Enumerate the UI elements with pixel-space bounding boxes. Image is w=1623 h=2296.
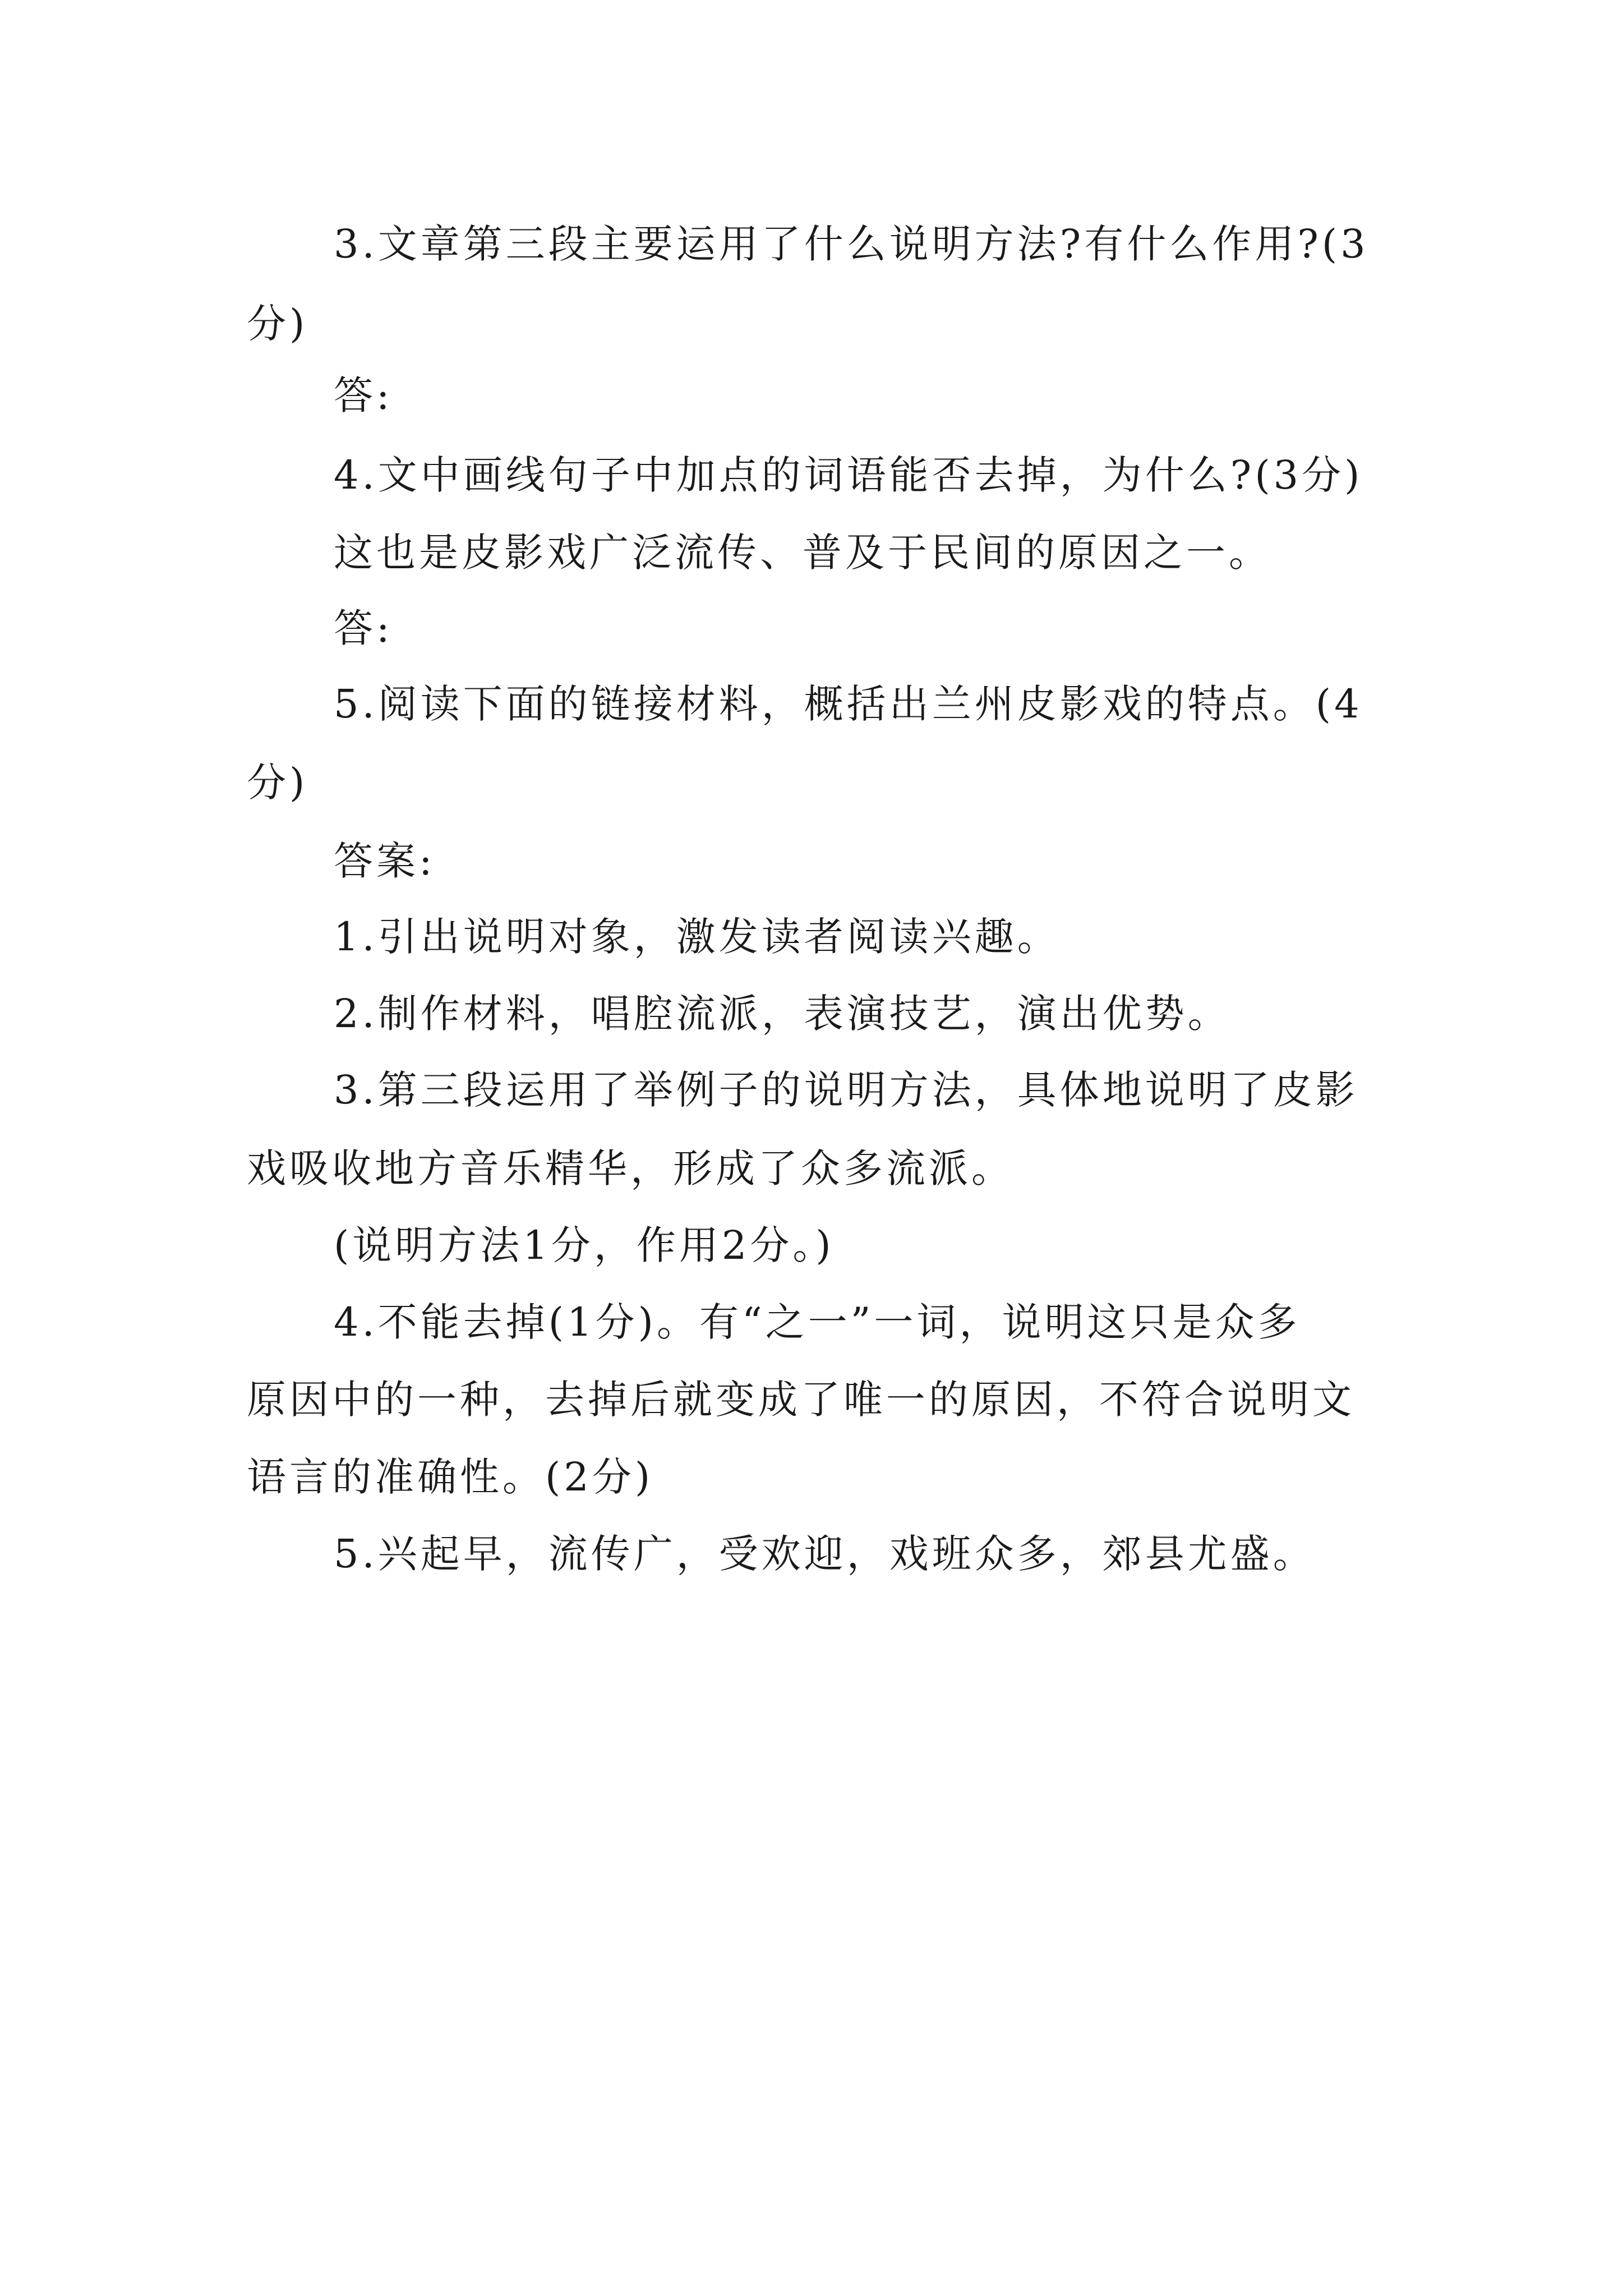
question-4-quoted-sentence: 这也是皮影戏广泛流传、普及于民间的原因之一。 [334, 530, 1271, 576]
answer-5: 5.兴起早，流传广，受欢迎，戏班众多，郊县尤盛。 [334, 1531, 1316, 1577]
question-4-line-1: 4.文中画线句子中加点的词语能否去掉，为什么?(3分) [334, 452, 1363, 498]
answer-4-line-2: 原因中的一种，去掉后就变成了唯一的原因，不符合说明文 [247, 1377, 1355, 1423]
question-3-line-1: 3.文章第三段主要运用了什么说明方法?有什么作用?(3 [334, 221, 1369, 267]
question-5-line-1: 5.阅读下面的链接材料，概括出兰州皮影戏的特点。(4 [334, 681, 1363, 727]
answer-3-line-1: 3.第三段运用了举例子的说明方法，具体地说明了皮影 [334, 1067, 1358, 1113]
answers-heading: 答案: [334, 838, 436, 884]
question-3-answer-label: 答: [334, 372, 393, 418]
answer-1: 1.引出说明对象，激发读者阅读兴趣。 [334, 914, 1060, 960]
answer-2: 2.制作材料，唱腔流派，表演技艺，演出优势。 [334, 991, 1230, 1037]
answer-3-line-2: 戏吸收地方音乐精华，形成了众多流派。 [247, 1145, 1014, 1191]
question-5-line-2: 分) [247, 760, 308, 806]
question-3-line-2: 分) [247, 301, 308, 347]
answer-3-scoring-note: (说明方法1分，作用2分。) [334, 1222, 834, 1268]
answer-4-line-1: 4.不能去掉(1分)。有“之一”一词，说明这只是众多 [334, 1299, 1301, 1345]
answer-4-line-3: 语言的准确性。(2分) [247, 1454, 654, 1500]
question-4-answer-label: 答: [334, 605, 393, 651]
